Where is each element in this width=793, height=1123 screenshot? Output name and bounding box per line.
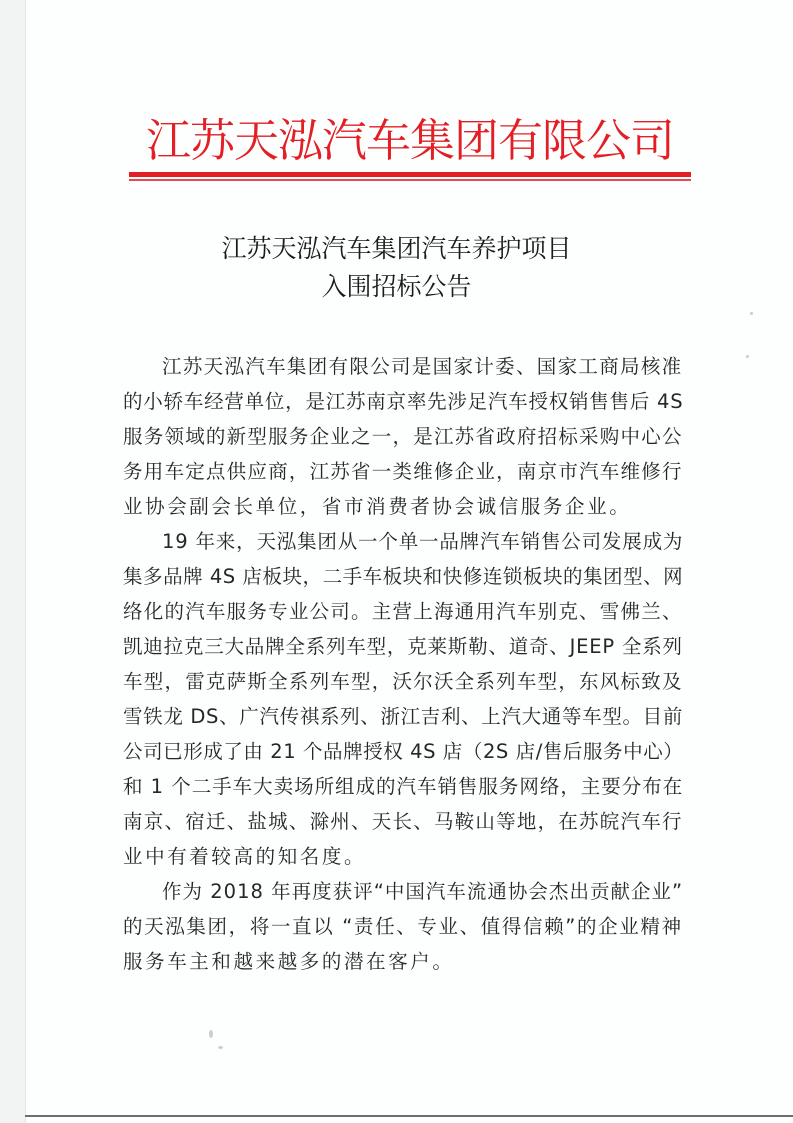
paragraph-line: 和 1 个二手车大卖场所组成的汽车销售服务网络，主要分布在 — [123, 775, 684, 798]
paragraph-1 — [123, 349, 683, 524]
paragraph-line: 雪铁龙 DS、广汽传祺系列、浙江吉利、上汽大通等车型。目前 — [123, 705, 683, 728]
paragraph-line: 19 年来，天泓集团从一个单一品牌汽车销售公司发展成为 — [162, 530, 684, 553]
paragraph-line: 作为 2018 年再度获评“中国汽车流通协会杰出贡献企业” — [162, 880, 684, 903]
paragraph-line: 南京、宿迁、盐城、滁州、天长、马鞍山等地，在苏皖汽车行 — [123, 810, 683, 833]
paragraph-line: 江苏天泓汽车集团有限公司是国家计委、国家工商局核准 — [162, 355, 683, 378]
document-title-line-2: 入围招标公告 — [321, 272, 472, 301]
scan-speck — [746, 355, 749, 358]
scan-speck — [218, 1046, 223, 1049]
paragraph-line: 服务领域的新型服务企业之一，是江苏省政府招标采购中心公 — [123, 425, 683, 448]
scan-bottom-edge — [25, 1115, 793, 1117]
letterhead-company-name: 江苏天泓汽车集团有限公司 — [145, 114, 674, 167]
paragraph-line: 服务车主和越来越多的潜在客户。 — [123, 950, 455, 973]
paragraph-line: 业协会副会长单位，省市消费者协会诚信服务企业。 — [123, 495, 632, 518]
paragraph-line: 凯迪拉克三大品牌全系列车型，克莱斯勒、道奇、JEEP 全系列 — [123, 635, 683, 658]
letterhead-thin-rule — [129, 179, 691, 181]
paragraph-line: 的天泓集团，将一直以 “责任、专业、值得信赖”的企业精神 — [123, 915, 683, 938]
paragraph-3 — [123, 874, 683, 979]
paragraph-line: 的小轿车经营单位，是江苏南京率先涉足汽车授权销售售后 4S — [123, 390, 684, 413]
paragraph-line: 集多品牌 4S 店板块，二手车板块和快修连锁板块的集团型、网 — [123, 565, 684, 588]
scan-speck — [750, 312, 753, 315]
paragraph-line: 车型，雷克萨斯全系列车型，沃尔沃全系列车型，东风标致及 — [123, 670, 683, 693]
paragraph-line: 务用车定点供应商，江苏省一类维修企业，南京市汽车维修行 — [123, 460, 683, 483]
paragraph-2 — [123, 524, 683, 874]
scan-left-edge — [0, 0, 26, 1123]
document-title-line-1: 江苏天泓汽车集团汽车养护项目 — [221, 234, 572, 263]
scan-speck — [209, 1030, 213, 1038]
paragraph-line: 业中有着较高的知名度。 — [123, 845, 367, 868]
letterhead-thick-rule — [129, 172, 691, 177]
document-body — [123, 349, 683, 979]
paragraph-line: 公司已形成了由 21 个品牌授权 4S 店（2S 店/售后服务中心） — [123, 740, 684, 763]
paragraph-line: 络化的汽车服务专业公司。主营上海通用汽车别克、雪佛兰、 — [123, 600, 683, 623]
